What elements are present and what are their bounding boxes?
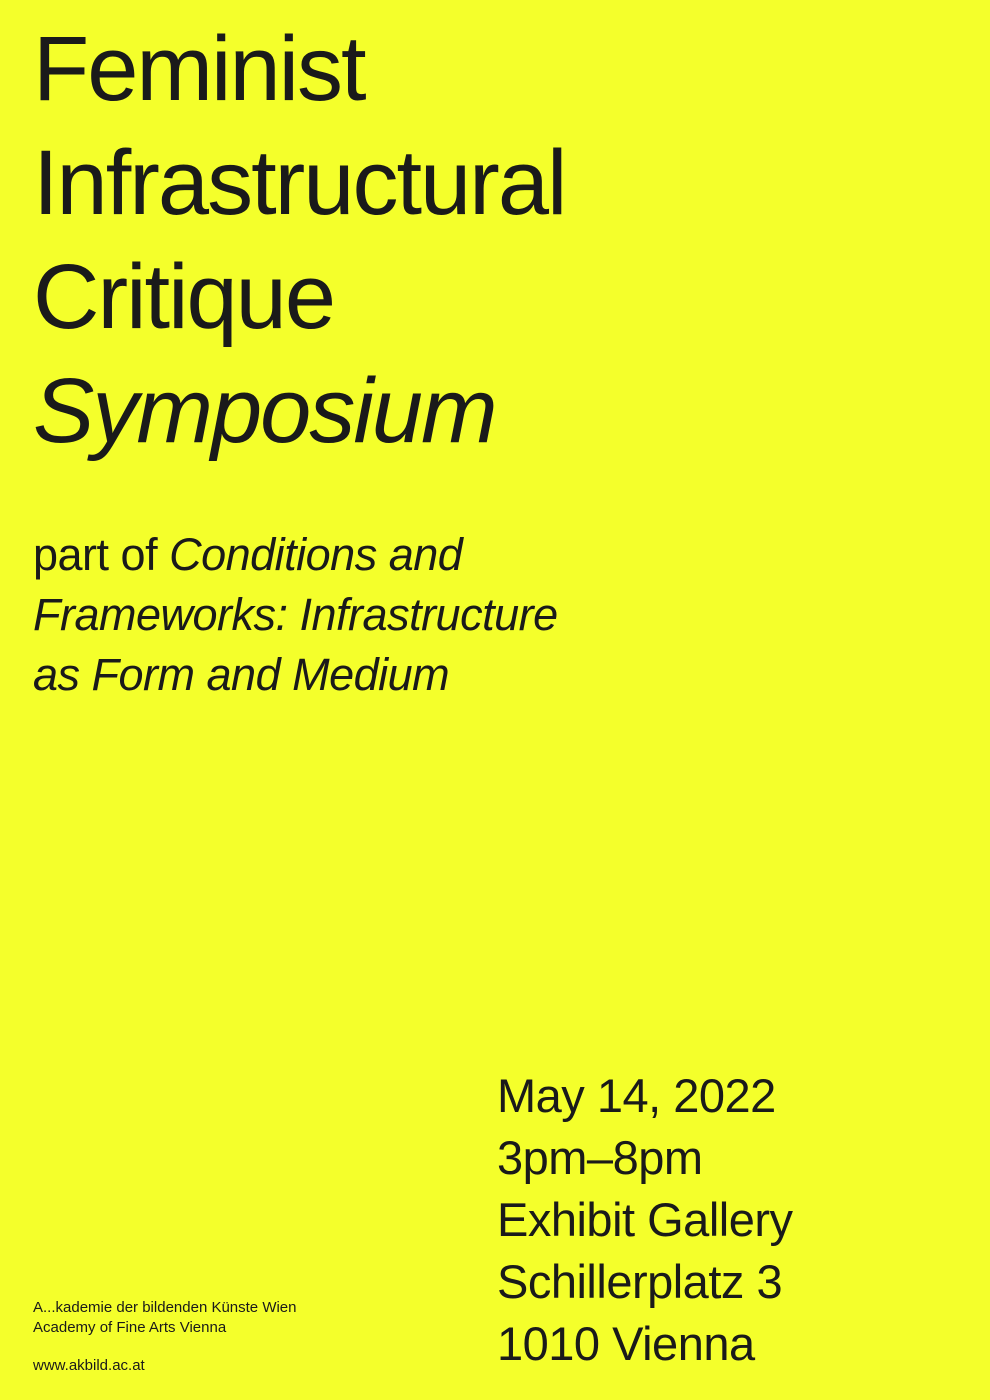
institution-name-english: Academy of Fine Arts Vienna	[33, 1319, 227, 1336]
institution-name-german: A...kademie der bildenden Künste Wien	[33, 1299, 297, 1316]
title-line-symposium: Symposium	[33, 360, 496, 462]
subtitle-series-part-1: Conditions and	[169, 529, 463, 580]
subtitle-line-3	[33, 645, 933, 705]
title-line-feminist: Feminist	[33, 18, 365, 120]
institution-credit	[33, 1298, 433, 1338]
institution-website-link[interactable]: www.akbild.ac.at	[33, 1357, 145, 1374]
event-date: May 14, 2022	[497, 1069, 776, 1122]
subtitle-line-2	[33, 585, 933, 645]
event-venue: Exhibit Gallery	[497, 1193, 793, 1246]
title-line-infrastructural: Infrastructural	[33, 132, 566, 234]
subtitle-line-1	[33, 525, 933, 585]
subtitle-prefix: part of	[33, 529, 170, 580]
event-time: 3pm–8pm	[497, 1131, 703, 1184]
subtitle-series-part-3: as Form and Medium	[33, 649, 450, 700]
poster-subtitle	[33, 525, 933, 705]
event-city: 1010 Vienna	[497, 1317, 755, 1370]
subtitle-series-part-2: Frameworks: Infrastructure	[33, 589, 558, 640]
poster-title	[33, 12, 963, 468]
event-details	[497, 1065, 967, 1375]
title-line-critique: Critique	[33, 246, 335, 348]
event-street: Schillerplatz 3	[497, 1255, 783, 1308]
